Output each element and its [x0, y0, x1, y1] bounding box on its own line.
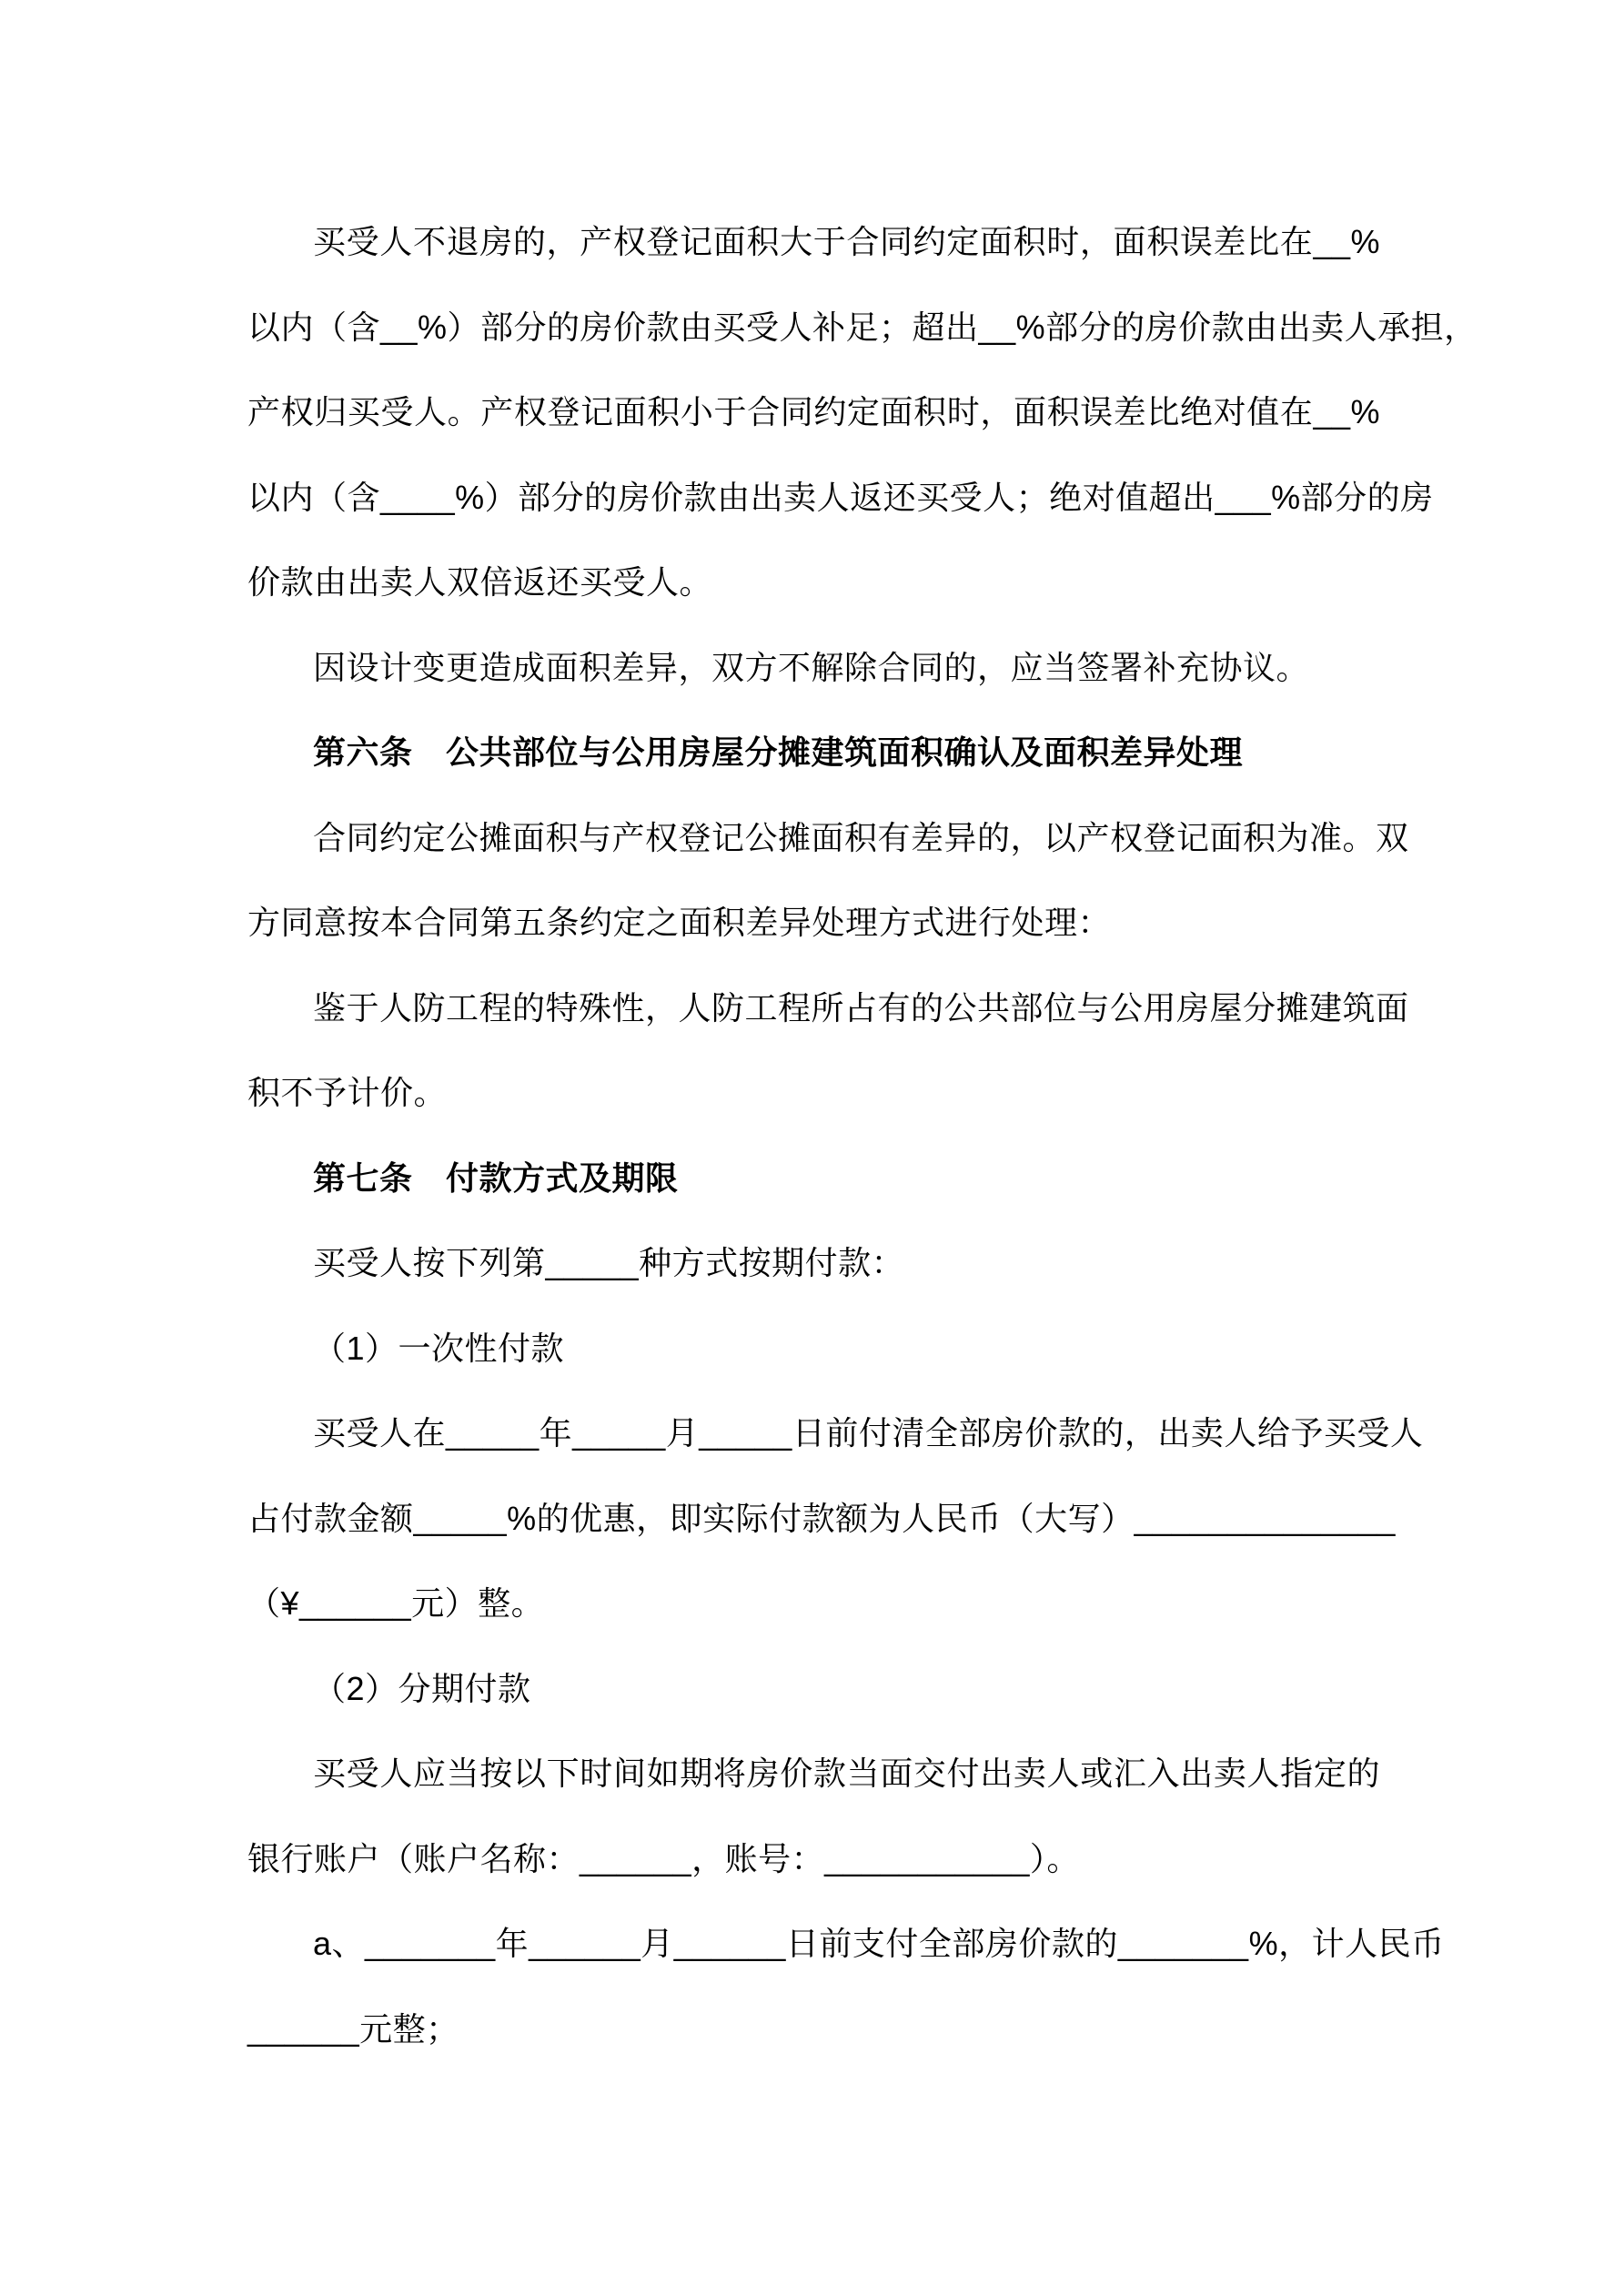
text-line: 买受人在_____年_____月_____日前付清全部房价款的，出卖人给予买受人 [313, 1414, 1424, 1451]
text-line: 以内（含____%）部分的房价款由出卖人返还买受人；绝对值超出___%部分的房 [247, 478, 1434, 516]
text-line: （¥______元）整。 [247, 1584, 545, 1622]
text-line: （1）一次性付款 [313, 1329, 565, 1367]
clause-heading: 第六条 公共部位与公用房屋分摊建筑面积确认及面积差异处理 [313, 733, 1244, 771]
text-line: 银行账户（账户名称：______，账号：___________）。 [247, 1839, 1080, 1877]
text-line: 买受人按下列第_____种方式按期付款： [313, 1244, 905, 1281]
text-line: （2）分期付款 [313, 1669, 531, 1707]
text-line: ______元整； [247, 2009, 459, 2048]
text-line: 合同约定公摊面积与产权登记公摊面积有差异的，以产权登记面积为准。双 [313, 818, 1409, 856]
text-line: 积不予计价。 [247, 1074, 448, 1111]
document-body [247, 199, 1478, 2071]
text-line: 方同意按本合同第五条约定之面积差异处理方式进行处理： [247, 904, 1112, 941]
text-line: 鉴于人防工程的特殊性，人防工程所占有的公共部位与公用房屋分摊建筑面 [313, 988, 1409, 1027]
text-line: 买受人不退房的，产权登记面积大于合同约定面积时，面积误差比在__% [313, 223, 1380, 260]
text-line: 买受人应当按以下时间如期将房价款当面交付出卖人或汇入出卖人指定的 [313, 1755, 1380, 1792]
text-line: 因设计变更造成面积差异，双方不解除合同的，应当签署补充协议。 [313, 648, 1310, 686]
text-line: 产权归买受人。产权登记面积小于合同约定面积时，面积误差比绝对值在__% [247, 393, 1380, 430]
clause-heading: 第七条 付款方式及期限 [313, 1158, 679, 1197]
text-line: 占付款金额_____%的优惠，即实际付款额为人民币（大写）______________ [247, 1499, 1396, 1537]
text-line: 以内（含__%）部分的房价款由买受人补足；超出__%部分的房价款由出卖人承担， [247, 308, 1478, 346]
text-line: 价款由出卖人双倍返还买受人。 [247, 563, 713, 601]
text-line: a、_______年______月______日前支付全部房价款的_______%，计人民币 [313, 1925, 1445, 1962]
